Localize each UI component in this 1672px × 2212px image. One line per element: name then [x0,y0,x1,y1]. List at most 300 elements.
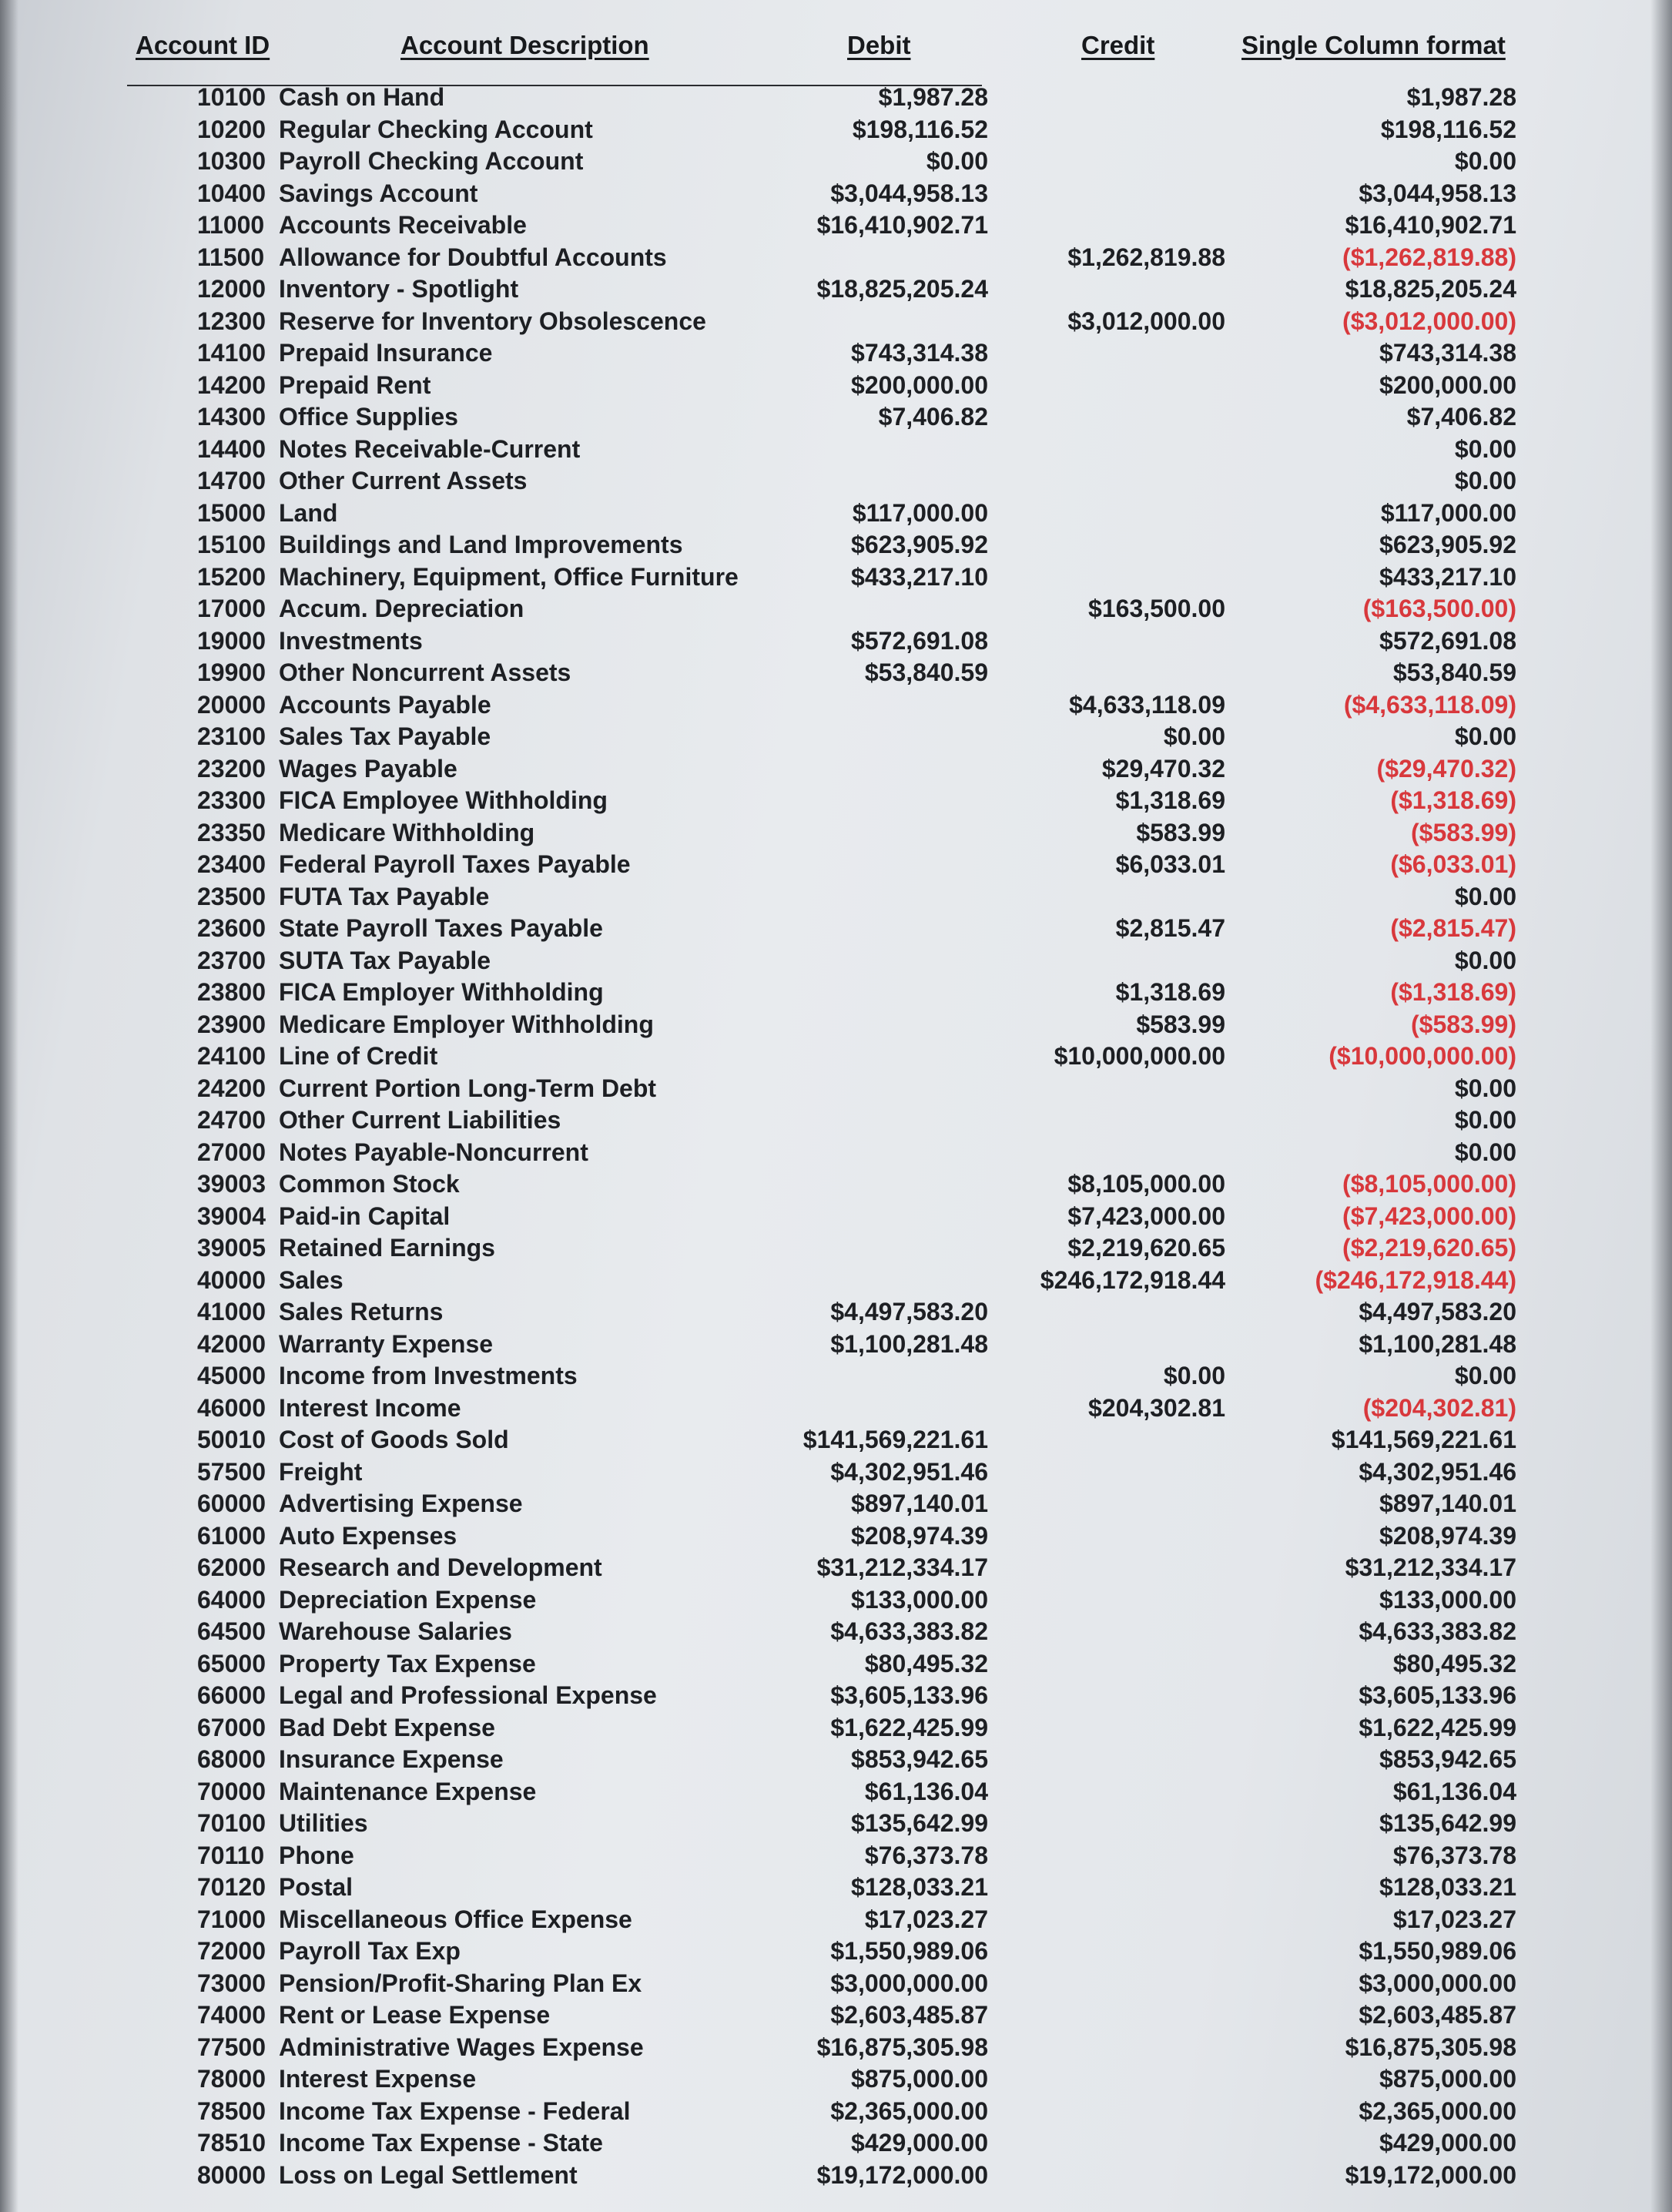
credit-cell: $204,302.81 [1088,1393,1225,1422]
account-description-cell: Property Tax Expense [279,1649,536,1677]
table-row [0,785,1672,817]
debit-cell: $4,633,383.82 [830,1617,988,1645]
account-description-cell: FUTA Tax Payable [279,882,490,910]
single-column-cell: $0.00 [1454,147,1516,175]
table-row [0,82,1672,114]
table-row [0,1616,1672,1648]
account-description-cell: Reserve for Inventory Obsolescence [279,307,706,335]
single-column-cell: $18,825,205.24 [1345,275,1516,303]
account-id-cell: 70110 [197,1841,265,1869]
account-id-cell: 23400 [197,850,266,878]
table-row [0,817,1672,850]
debit-cell: $135,642.99 [851,1809,988,1837]
account-id-cell: 68000 [197,1745,266,1773]
account-id-cell: 24100 [197,1042,266,1070]
account-description-cell: Medicare Withholding [279,818,535,846]
credit-cell: $8,105,000.00 [1067,1170,1225,1198]
account-id-cell: 27000 [197,1138,266,1166]
single-column-cell: $743,314.38 [1379,339,1516,367]
debit-cell: $7,406.82 [878,403,988,431]
account-id-cell: 73000 [197,1969,266,1997]
table-row [0,401,1672,434]
single-column-cell: $853,942.65 [1379,1745,1516,1773]
table-row [0,657,1672,689]
account-id-cell: 45000 [197,1362,266,1389]
table-row [0,337,1672,370]
account-description-cell: Interest Income [279,1393,461,1422]
debit-cell: $4,497,583.20 [830,1298,988,1326]
single-column-cell: ($204,302.81) [1362,1393,1516,1422]
single-column-cell: $80,495.32 [1392,1649,1516,1677]
account-description-cell: Pension/Profit-Sharing Plan Ex [279,1969,642,1997]
table-row [0,1201,1672,1233]
table-row [0,1712,1672,1744]
account-description-cell: Research and Development [279,1553,602,1581]
debit-cell: $1,100,281.48 [830,1329,988,1358]
single-column-cell: $1,100,281.48 [1359,1329,1516,1358]
account-description-cell: Income Tax Expense - State [279,2129,603,2157]
single-column-cell: $1,550,989.06 [1359,1937,1516,1965]
credit-cell: $583.99 [1136,818,1225,846]
account-description-cell: Income from Investments [279,1362,578,1389]
single-column-cell: ($246,172,918.44) [1315,1265,1516,1294]
account-id-cell: 41000 [197,1298,266,1326]
account-id-cell: 65000 [197,1649,266,1677]
table-row [0,242,1672,274]
debit-cell: $16,875,305.98 [816,2033,988,2061]
table-row [0,178,1672,210]
account-id-cell: 23900 [197,1010,266,1038]
account-description-cell: Accounts Payable [279,690,491,719]
debit-cell: $128,033.21 [851,1873,988,1901]
single-column-cell: ($8,105,000.00) [1342,1170,1516,1198]
single-column-cell: $208,974.39 [1379,1521,1516,1550]
single-column-cell: $61,136.04 [1392,1777,1516,1805]
debit-cell: $2,365,000.00 [830,2096,988,2125]
credit-cell: $163,500.00 [1088,595,1225,622]
table-row [0,1104,1672,1137]
table-row [0,1968,1672,2000]
debit-cell: $3,605,133.96 [830,1681,988,1709]
account-description-cell: Accum. Depreciation [279,595,524,622]
table-row [0,306,1672,338]
account-id-cell: 23800 [197,978,266,1006]
single-column-cell: ($583.99) [1411,1010,1516,1038]
single-column-cell: $17,023.27 [1392,1905,1516,1933]
single-column-cell: $16,875,305.98 [1345,2033,1516,2061]
single-column-cell: $2,603,485.87 [1359,2001,1516,2029]
single-column-cell: $0.00 [1454,434,1516,463]
table-row [0,1393,1672,1425]
single-column-cell: $0.00 [1454,467,1516,494]
table-row [0,1552,1672,1584]
single-column-cell: $53,840.59 [1392,659,1516,686]
account-description-cell: Warehouse Salaries [279,1617,512,1645]
account-id-cell: 10300 [197,147,266,175]
account-id-cell: 11500 [197,243,265,271]
single-column-cell: $0.00 [1454,722,1516,750]
account-id-cell: 11000 [197,211,265,239]
debit-cell: $0.00 [926,147,988,175]
table-row [0,1840,1672,1872]
header-account-id: Account ID [136,31,270,59]
single-column-cell: $897,140.01 [1379,1490,1516,1517]
account-id-cell: 14100 [197,339,266,367]
account-id-cell: 78000 [197,2065,266,2093]
table-row [0,2096,1672,2128]
debit-cell: $80,495.32 [864,1649,988,1677]
account-description-cell: Common Stock [279,1170,460,1198]
account-id-cell: 74000 [197,2001,266,2029]
single-column-cell: ($1,318.69) [1390,978,1516,1006]
account-id-cell: 40000 [197,1265,266,1294]
account-description-cell: Notes Receivable-Current [279,434,581,463]
account-id-cell: 19900 [197,659,266,686]
table-row [0,1360,1672,1393]
account-id-cell: 15200 [197,562,266,591]
account-description-cell: Other Current Liabilities [279,1106,561,1134]
table-row [0,1744,1672,1776]
debit-cell: $18,825,205.24 [816,275,988,303]
table-row [0,1872,1672,1904]
table-row [0,1041,1672,1073]
single-column-cell: ($2,219,620.65) [1342,1234,1516,1262]
table-row [0,1232,1672,1265]
account-description-cell: Depreciation Expense [279,1585,537,1614]
debit-cell: $743,314.38 [851,339,988,367]
table-row [0,1488,1672,1520]
table-row [0,625,1672,658]
account-id-cell: 14400 [197,434,266,463]
account-description-cell: Maintenance Expense [279,1777,537,1805]
account-description-cell: Regular Checking Account [279,115,593,143]
account-description-cell: Federal Payroll Taxes Payable [279,850,631,878]
header-single-column-format: Single Column format [1241,31,1506,59]
table-row [0,1456,1672,1489]
single-column-cell: $1,987.28 [1406,83,1516,111]
account-description-cell: Cost of Goods Sold [279,1426,509,1453]
credit-cell: $29,470.32 [1101,754,1225,783]
account-description-cell: FICA Employee Withholding [279,786,608,814]
table-row [0,1936,1672,1968]
account-id-cell: 17000 [197,595,266,622]
account-description-cell: Line of Credit [279,1042,438,1070]
single-column-cell: $31,212,334.17 [1345,1553,1516,1581]
table-row [0,434,1672,466]
debit-cell: $61,136.04 [864,1777,988,1805]
credit-cell: $1,318.69 [1115,978,1225,1006]
credit-cell: $2,815.47 [1115,914,1225,942]
table-row [0,2127,1672,2160]
account-id-cell: 10100 [197,83,266,111]
account-id-cell: 14300 [197,403,266,431]
table-row [0,2032,1672,2064]
debit-cell: $31,212,334.17 [816,1553,988,1581]
debit-cell: $1,987.28 [878,83,988,111]
debit-cell: $19,172,000.00 [816,2160,988,2189]
table-row [0,146,1672,178]
account-description-cell: Notes Payable-Noncurrent [279,1138,588,1166]
account-id-cell: 70120 [197,1873,266,1901]
account-description-cell: Investments [279,626,423,655]
table-row [0,945,1672,977]
account-description-cell: SUTA Tax Payable [279,946,491,974]
single-column-cell: $117,000.00 [1380,498,1516,527]
account-id-cell: 70100 [197,1809,266,1837]
account-description-cell: Inventory - Spotlight [279,275,519,303]
table-row [0,1424,1672,1456]
single-column-cell: ($2,815.47) [1390,914,1516,942]
account-description-cell: Warranty Expense [279,1329,494,1358]
account-id-cell: 20000 [197,690,266,719]
table-row [0,561,1672,594]
single-column-cell: $4,497,583.20 [1359,1298,1516,1326]
account-description-cell: State Payroll Taxes Payable [279,914,603,942]
account-id-cell: 78510 [197,2129,266,2157]
debit-cell: $141,569,221.61 [802,1426,988,1453]
account-description-cell: Interest Expense [279,2065,477,2093]
account-id-cell: 23500 [197,882,266,910]
single-column-cell: $76,373.78 [1392,1841,1516,1869]
account-id-cell: 15100 [197,531,266,558]
debit-cell: $76,373.78 [864,1841,988,1869]
table-row [0,1680,1672,1712]
single-column-cell: $0.00 [1454,1106,1516,1134]
account-id-cell: 12000 [197,275,266,303]
account-id-cell: 57500 [197,1457,266,1486]
account-description-cell: Savings Account [279,179,478,207]
credit-cell: $1,318.69 [1115,786,1225,814]
table-row [0,1808,1672,1840]
table-row [0,1904,1672,1936]
credit-cell: $3,012,000.00 [1067,307,1225,335]
table-row [0,529,1672,561]
account-description-cell: Insurance Expense [279,1745,504,1773]
single-column-cell: ($7,423,000.00) [1342,1202,1516,1230]
single-column-cell: $0.00 [1454,1362,1516,1389]
account-id-cell: 42000 [197,1329,266,1358]
table-row [0,913,1672,945]
single-column-cell: $0.00 [1454,1074,1516,1102]
single-column-cell: $3,044,958.13 [1359,179,1516,207]
account-description-cell: Loss on Legal Settlement [279,2160,578,2189]
credit-cell: $10,000,000.00 [1054,1042,1225,1070]
table-row [0,689,1672,722]
account-description-cell: Current Portion Long-Term Debt [279,1074,657,1102]
debit-cell: $853,942.65 [851,1745,988,1773]
account-description-cell: Medicare Employer Withholding [279,1010,654,1038]
table-row [0,1648,1672,1681]
table-row [0,1584,1672,1617]
account-description-cell: Paid-in Capital [279,1202,451,1230]
single-column-cell: ($583.99) [1411,818,1516,846]
single-column-cell: $2,365,000.00 [1359,2096,1516,2125]
single-column-cell: $4,302,951.46 [1359,1457,1516,1486]
account-id-cell: 10200 [197,115,266,143]
account-id-cell: 64000 [197,1585,266,1614]
credit-cell: $4,633,118.09 [1069,690,1225,719]
single-column-cell: $200,000.00 [1379,370,1516,399]
account-id-cell: 71000 [197,1905,266,1933]
credit-cell: $0.00 [1163,1362,1225,1389]
account-description-cell: Wages Payable [279,754,457,783]
single-column-cell: $433,217.10 [1379,562,1516,591]
single-column-cell: $572,691.08 [1379,626,1516,655]
table-row [0,2063,1672,2096]
credit-cell: $2,219,620.65 [1067,1234,1225,1262]
account-id-cell: 62000 [197,1553,266,1581]
account-description-cell: Prepaid Rent [279,370,431,399]
single-column-cell: $0.00 [1454,1138,1516,1166]
single-column-cell: $875,000.00 [1379,2065,1516,2093]
account-description-cell: FICA Employer Withholding [279,978,604,1006]
account-id-cell: 78500 [197,2096,266,2125]
account-id-cell: 39004 [197,1202,266,1230]
single-column-cell: $141,569,221.61 [1331,1426,1516,1453]
account-id-cell: 64500 [197,1617,266,1645]
debit-cell: $117,000.00 [852,498,988,527]
single-column-cell: ($163,500.00) [1362,595,1516,622]
table-row [0,1009,1672,1041]
single-column-cell: ($10,000,000.00) [1329,1042,1516,1070]
single-column-cell: $135,642.99 [1379,1809,1516,1837]
account-id-cell: 19000 [197,626,266,655]
account-id-cell: 70000 [197,1777,266,1805]
table-row [0,1999,1672,2032]
debit-cell: $133,000.00 [851,1585,988,1614]
table-row [0,849,1672,881]
table-row [0,1265,1672,1297]
table-row [0,209,1672,242]
account-rows [0,82,1672,2191]
table-row [0,753,1672,786]
credit-cell: $7,423,000.00 [1067,1202,1225,1230]
account-id-cell: 23600 [197,914,266,942]
account-description-cell: Allowance for Doubtful Accounts [279,243,667,271]
debit-cell: $623,905.92 [851,531,988,558]
single-column-cell: $128,033.21 [1379,1873,1516,1901]
account-id-cell: 50010 [197,1426,266,1453]
table-row [0,1296,1672,1329]
credit-cell: $583.99 [1136,1010,1225,1038]
account-id-cell: 39005 [197,1234,266,1262]
single-column-cell: $3,605,133.96 [1359,1681,1516,1709]
debit-cell: $208,974.39 [851,1521,988,1550]
single-column-cell: $7,406.82 [1406,403,1516,431]
account-description-cell: Cash on Hand [279,83,445,111]
account-description-cell: Sales [279,1265,343,1294]
single-column-cell: $16,410,902.71 [1345,211,1516,239]
account-description-cell: Accounts Receivable [279,211,527,239]
table-row [0,1776,1672,1808]
table-row [0,881,1672,913]
debit-cell: $897,140.01 [851,1490,988,1517]
account-id-cell: 60000 [197,1490,266,1517]
debit-cell: $4,302,951.46 [830,1457,988,1486]
credit-cell: $6,033.01 [1115,850,1225,878]
account-description-cell: Rent or Lease Expense [279,2001,551,2029]
account-id-cell: 46000 [197,1393,266,1422]
single-column-cell: ($4,633,118.09) [1343,690,1516,719]
debit-cell: $200,000.00 [851,370,988,399]
single-column-cell: $133,000.00 [1379,1585,1516,1614]
account-description-cell: Postal [279,1873,353,1901]
account-description-cell: Administrative Wages Expense [279,2033,644,2061]
single-column-cell: $0.00 [1454,882,1516,910]
table-row [0,977,1672,1009]
account-description-cell: Phone [279,1841,354,1869]
debit-cell: $17,023.27 [864,1905,988,1933]
account-id-cell: 24700 [197,1106,266,1134]
account-description-cell: Land [279,498,338,527]
header-credit: Credit [1081,31,1155,59]
account-description-cell: Office Supplies [279,403,458,431]
table-row [0,1073,1672,1105]
single-column-cell: $3,000,000.00 [1359,1969,1516,1997]
table-row [0,1520,1672,1553]
single-column-cell: $19,172,000.00 [1345,2160,1516,2189]
account-description-cell: Miscellaneous Office Expense [279,1905,632,1933]
account-description-cell: Legal and Professional Expense [279,1681,657,1709]
credit-cell: $0.00 [1163,722,1225,750]
single-column-cell: ($1,318.69) [1390,786,1516,814]
account-id-cell: 61000 [197,1521,266,1550]
account-description-cell: Retained Earnings [279,1234,495,1262]
debit-cell: $53,840.59 [864,659,988,686]
debit-cell: $3,044,958.13 [830,179,988,207]
account-description-cell: Machinery, Equipment, Office Furniture [279,562,739,591]
single-column-cell: ($3,012,000.00) [1342,307,1516,335]
account-description-cell: Payroll Tax Exp [279,1937,461,1965]
account-id-cell: 66000 [197,1681,266,1709]
account-id-cell: 23100 [197,722,266,750]
single-column-cell: $623,905.92 [1379,531,1516,558]
single-column-cell: $1,622,425.99 [1359,1713,1516,1741]
account-id-cell: 23300 [197,786,266,814]
table-row [0,1137,1672,1169]
account-id-cell: 72000 [197,1937,266,1965]
table-row [0,465,1672,498]
account-description-cell: Utilities [279,1809,368,1837]
table-row [0,370,1672,402]
account-description-cell: Freight [279,1457,363,1486]
account-id-cell: 14700 [197,467,266,494]
single-column-cell: $198,116.52 [1380,115,1516,143]
debit-cell: $429,000.00 [851,2129,988,2157]
debit-cell: $1,550,989.06 [830,1937,988,1965]
table-row [0,273,1672,306]
header-debit: Debit [847,31,911,59]
table-row [0,114,1672,146]
table-row [0,1168,1672,1201]
account-id-cell: 80000 [197,2160,266,2189]
debit-cell: $1,622,425.99 [830,1713,988,1741]
debit-cell: $433,217.10 [851,562,988,591]
single-column-cell: $429,000.00 [1379,2129,1516,2157]
account-id-cell: 39003 [197,1170,266,1198]
account-description-cell: Bad Debt Expense [279,1713,495,1741]
account-description-cell: Buildings and Land Improvements [279,531,683,558]
single-column-cell: $4,633,383.82 [1359,1617,1516,1645]
credit-cell: $246,172,918.44 [1040,1265,1225,1294]
account-description-cell: Income Tax Expense - Federal [279,2096,631,2125]
account-description-cell: Other Current Assets [279,467,528,494]
single-column-cell: ($1,262,819.88) [1342,243,1516,271]
table-row [0,498,1672,530]
single-column-cell: ($29,470.32) [1376,754,1516,783]
account-id-cell: 23700 [197,946,266,974]
account-id-cell: 10400 [197,179,266,207]
